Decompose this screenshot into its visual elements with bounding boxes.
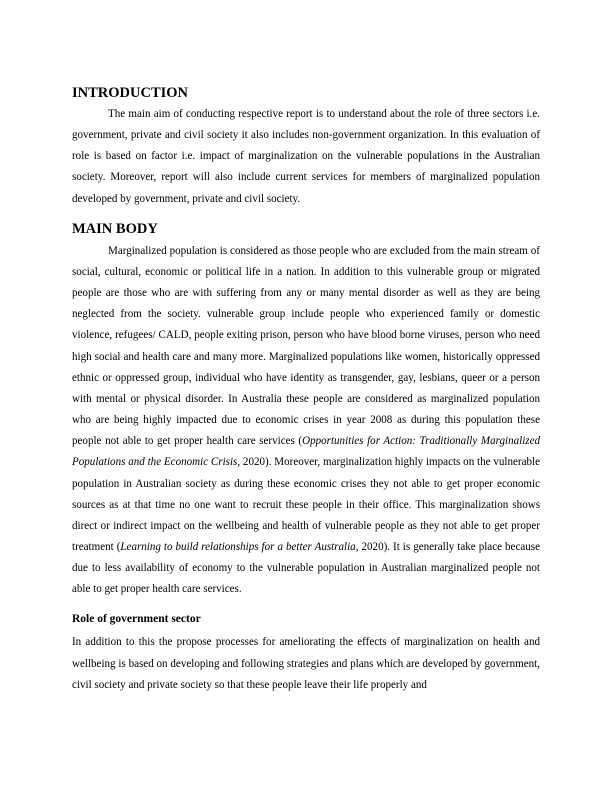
introduction-paragraph: The main aim of conducting respective report is to understand about the role of three sectors i.e. government, private and civil society it also includes non-government organization. In this evaluation of role is based on factor i.e. impact of marginalization on the vulnerable populations in the Australian society. Moreover, report will also include current services for members of marginalized population developed by government, private and civil society. [72, 108, 540, 205]
main-body-paragraph [72, 241, 540, 601]
citation-opportunities-for-action: Opportunities for Action: Traditionally Marginalized Populations and the Economic Crisis [72, 435, 540, 469]
introduction-heading: INTRODUCTION [72, 85, 189, 101]
main-body-text-part2: , 2020). Moreover, marginalization highly impacts on the vulnerable population in Australian society as during these economic crises they not able to get proper economic sources as at that time no one want to recruit these people in their office. This marginalization shows direct or indirect impact on the wellbeing and health of vulnerable people as they not able to get proper treatment ( [72, 456, 540, 553]
main-body-heading: MAIN BODY [72, 220, 158, 237]
main-body-text-part1: Marginalized population is considered as those people who are excluded from the main stream of social, cultural, economic or political life in a nation. In addition to this vulnerable group or migrated people are those who are with suffering from any or many mental disorder as well as they are being neglected from the society. vulnerable group include people who experienced family or domestic violence, refugees/ CALD, people exiting prison, person who have blood borne viruses, person who need high social and health care and many more. Marginalized populations like women, historically oppressed ethnic or oppressed group, individual who have identity as transgender, gay, lesbians, queer or a person with mental or physical disorder. In Australia these people are considered as marginalized population who are being highly impacted due to economic crises in year 2008 as during this population these people not able to get proper health care services ( [72, 244, 540, 448]
citation-learning-to-build-relationships: Learning to build relationships for a better Australia, [120, 540, 359, 553]
document-page [72, 82, 540, 696]
government-sector-paragraph: In addition to this the propose processes for ameliorating the effects of marginalization on health and wellbeing is based on developing and following strategies and plans which are developed by government, civil society and private society so that these people leave their life properly and [72, 636, 540, 691]
government-sector-heading: Role of government sector [72, 613, 201, 626]
main-body-text-part3: 2020). It is generally take place because due to less availability of economy to the vulnerable population in Australian marginalized people not able to get proper health care services. [72, 540, 540, 596]
